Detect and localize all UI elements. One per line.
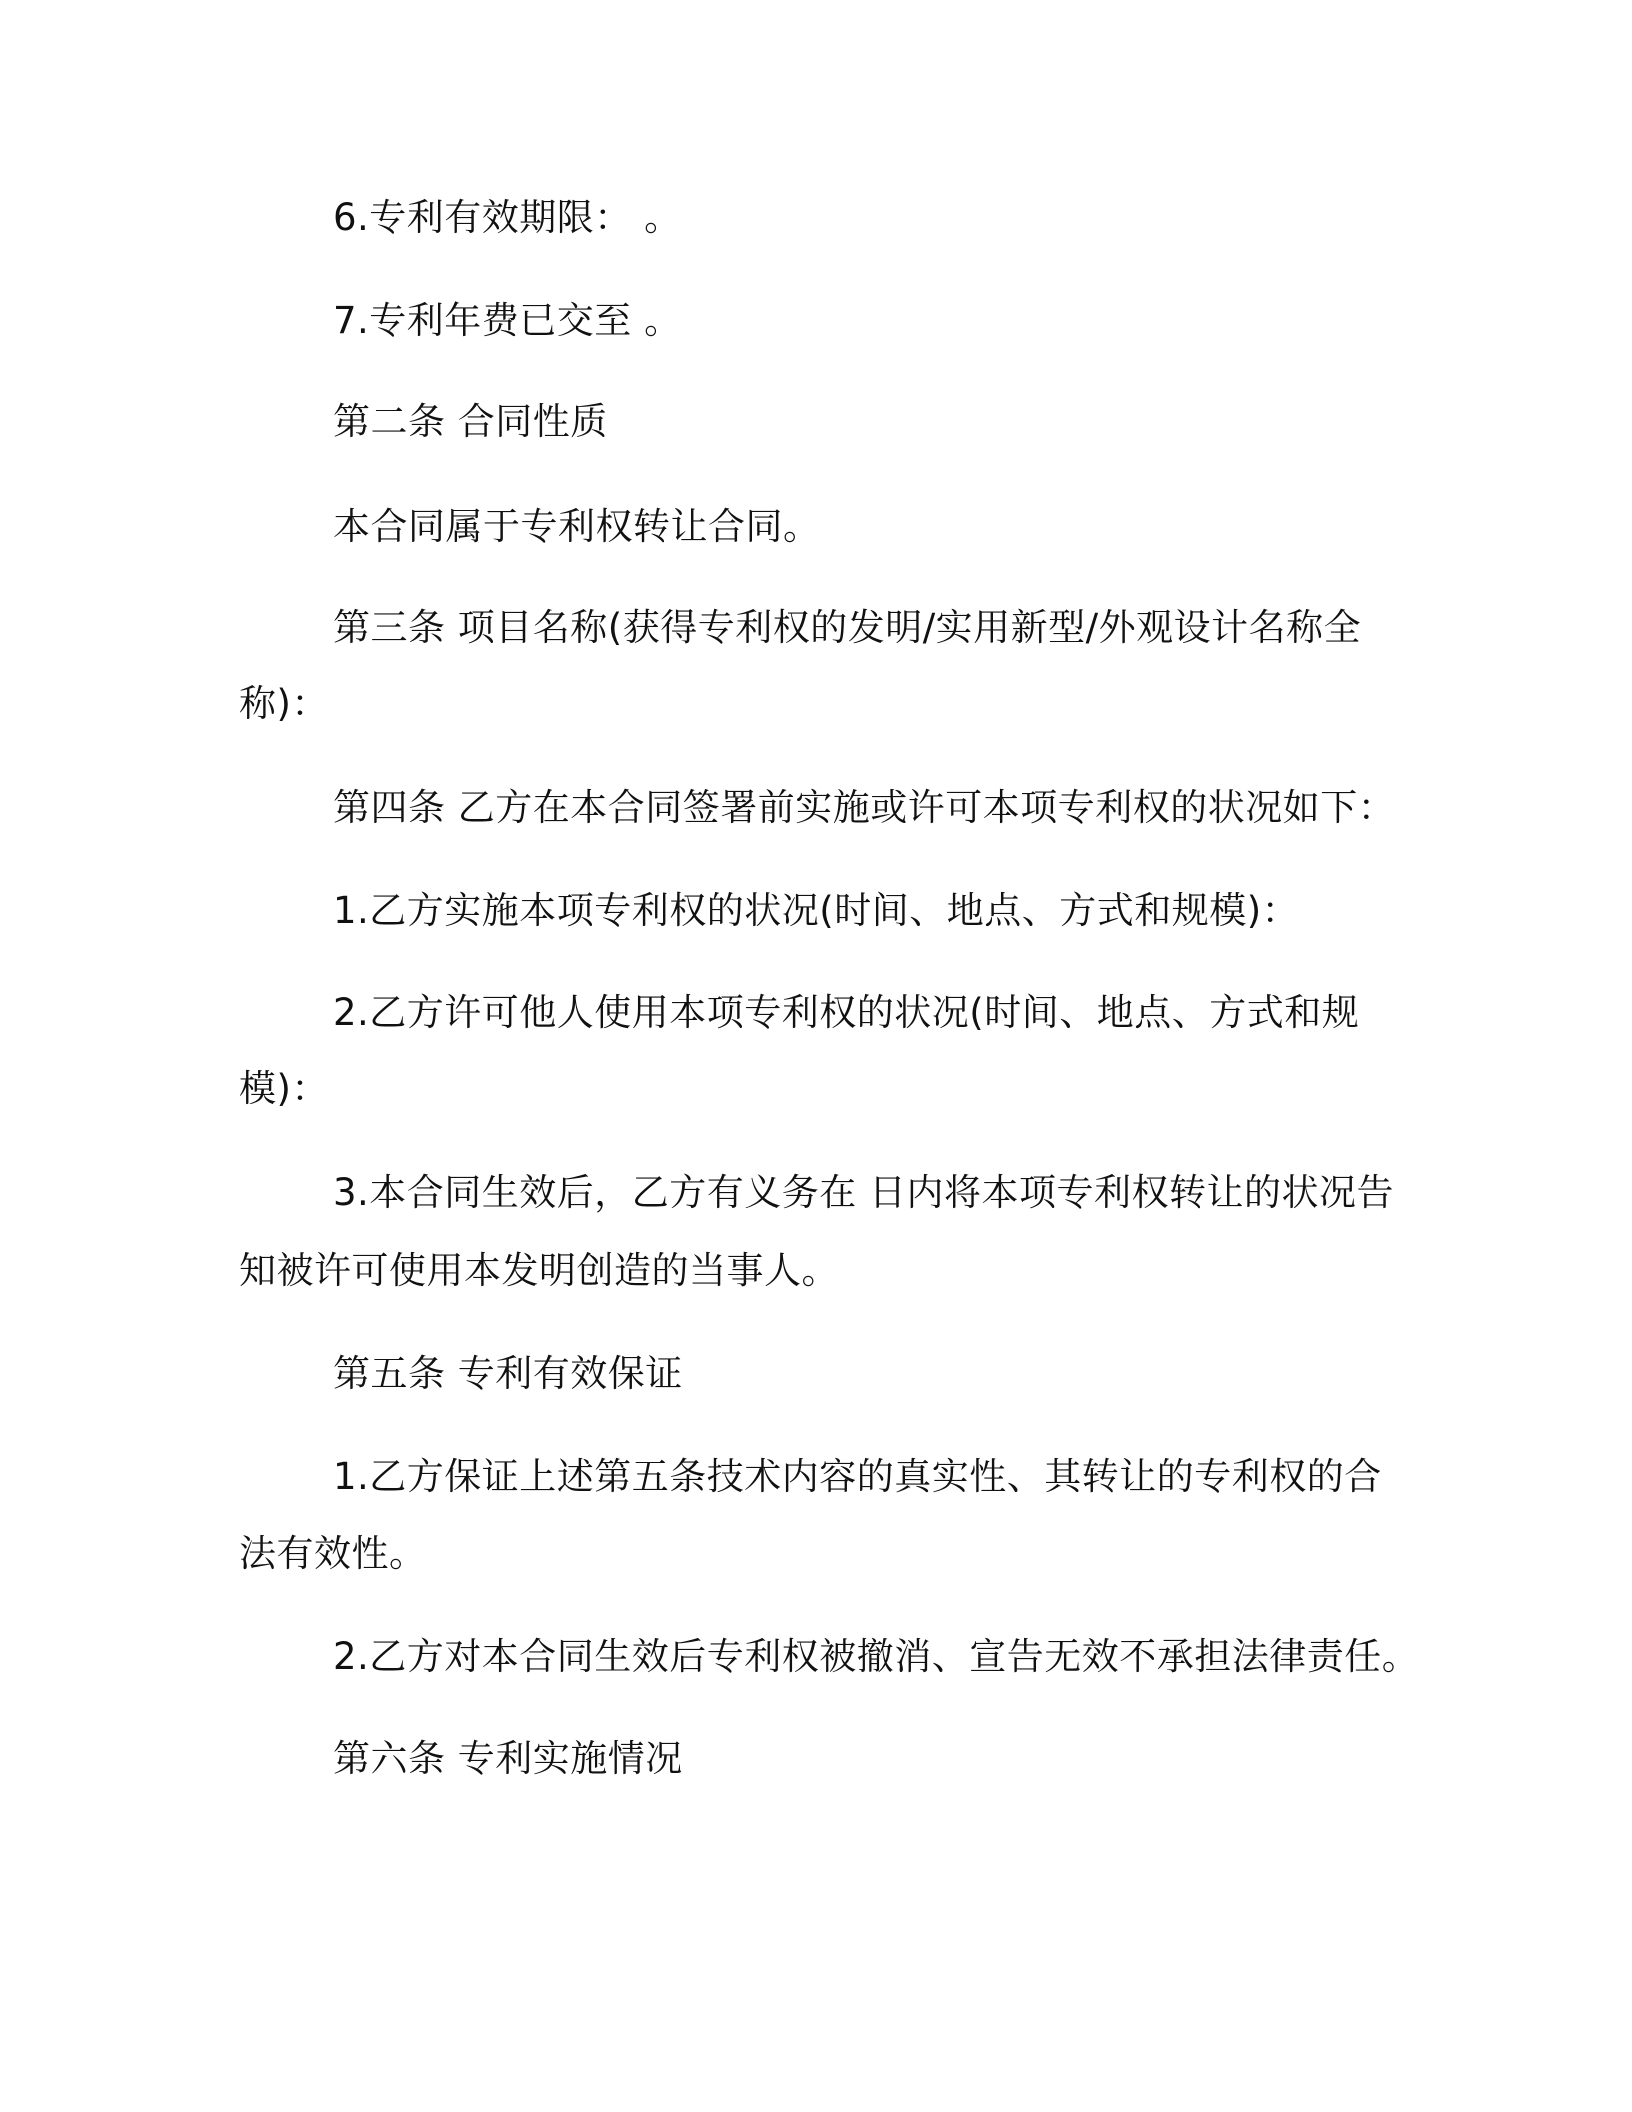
article-2-body: 本合同属于专利权转让合同。 xyxy=(333,505,821,548)
article-2-heading: 第二条 合同性质 xyxy=(333,400,608,443)
article-5-item-2: 2.乙方对本合同生效后专利权被撤消、宣告无效不承担法律责任。 xyxy=(333,1635,1420,1678)
article-4-item-3-line-1: 3.本合同生效后，乙方有义务在 日内将本项专利权转让的状况告 xyxy=(333,1171,1395,1214)
article-5-heading: 第五条 专利有效保证 xyxy=(333,1352,683,1395)
clause-7-annual-fee-paid: 7.专利年费已交至 。 xyxy=(333,299,682,342)
article-4-heading: 第四条 乙方在本合同签署前实施或许可本项专利权的状况如下： xyxy=(333,786,1396,829)
article-4-item-3-line-2: 知被许可使用本发明创造的当事人。 xyxy=(239,1249,839,1292)
article-5-item-1-line-2: 法有效性。 xyxy=(239,1532,427,1575)
article-4-item-2-line-1: 2.乙方许可他人使用本项专利权的状况(时间、地点、方式和规 xyxy=(333,991,1360,1034)
article-4-item-2-line-2: 模)： xyxy=(239,1067,329,1110)
clause-6-patent-validity-period: 6.专利有效期限： 。 xyxy=(333,196,682,239)
article-6-heading: 第六条 专利实施情况 xyxy=(333,1737,683,1780)
article-3-heading-line-1: 第三条 项目名称(获得专利权的发明/实用新型/外观设计名称全 xyxy=(333,606,1362,649)
article-5-item-1-line-1: 1.乙方保证上述第五条技术内容的真实性、其转让的专利权的合 xyxy=(333,1455,1382,1498)
article-3-heading-line-2: 称)： xyxy=(239,682,329,725)
article-4-item-1: 1.乙方实施本项专利权的状况(时间、地点、方式和规模)： xyxy=(333,889,1300,932)
